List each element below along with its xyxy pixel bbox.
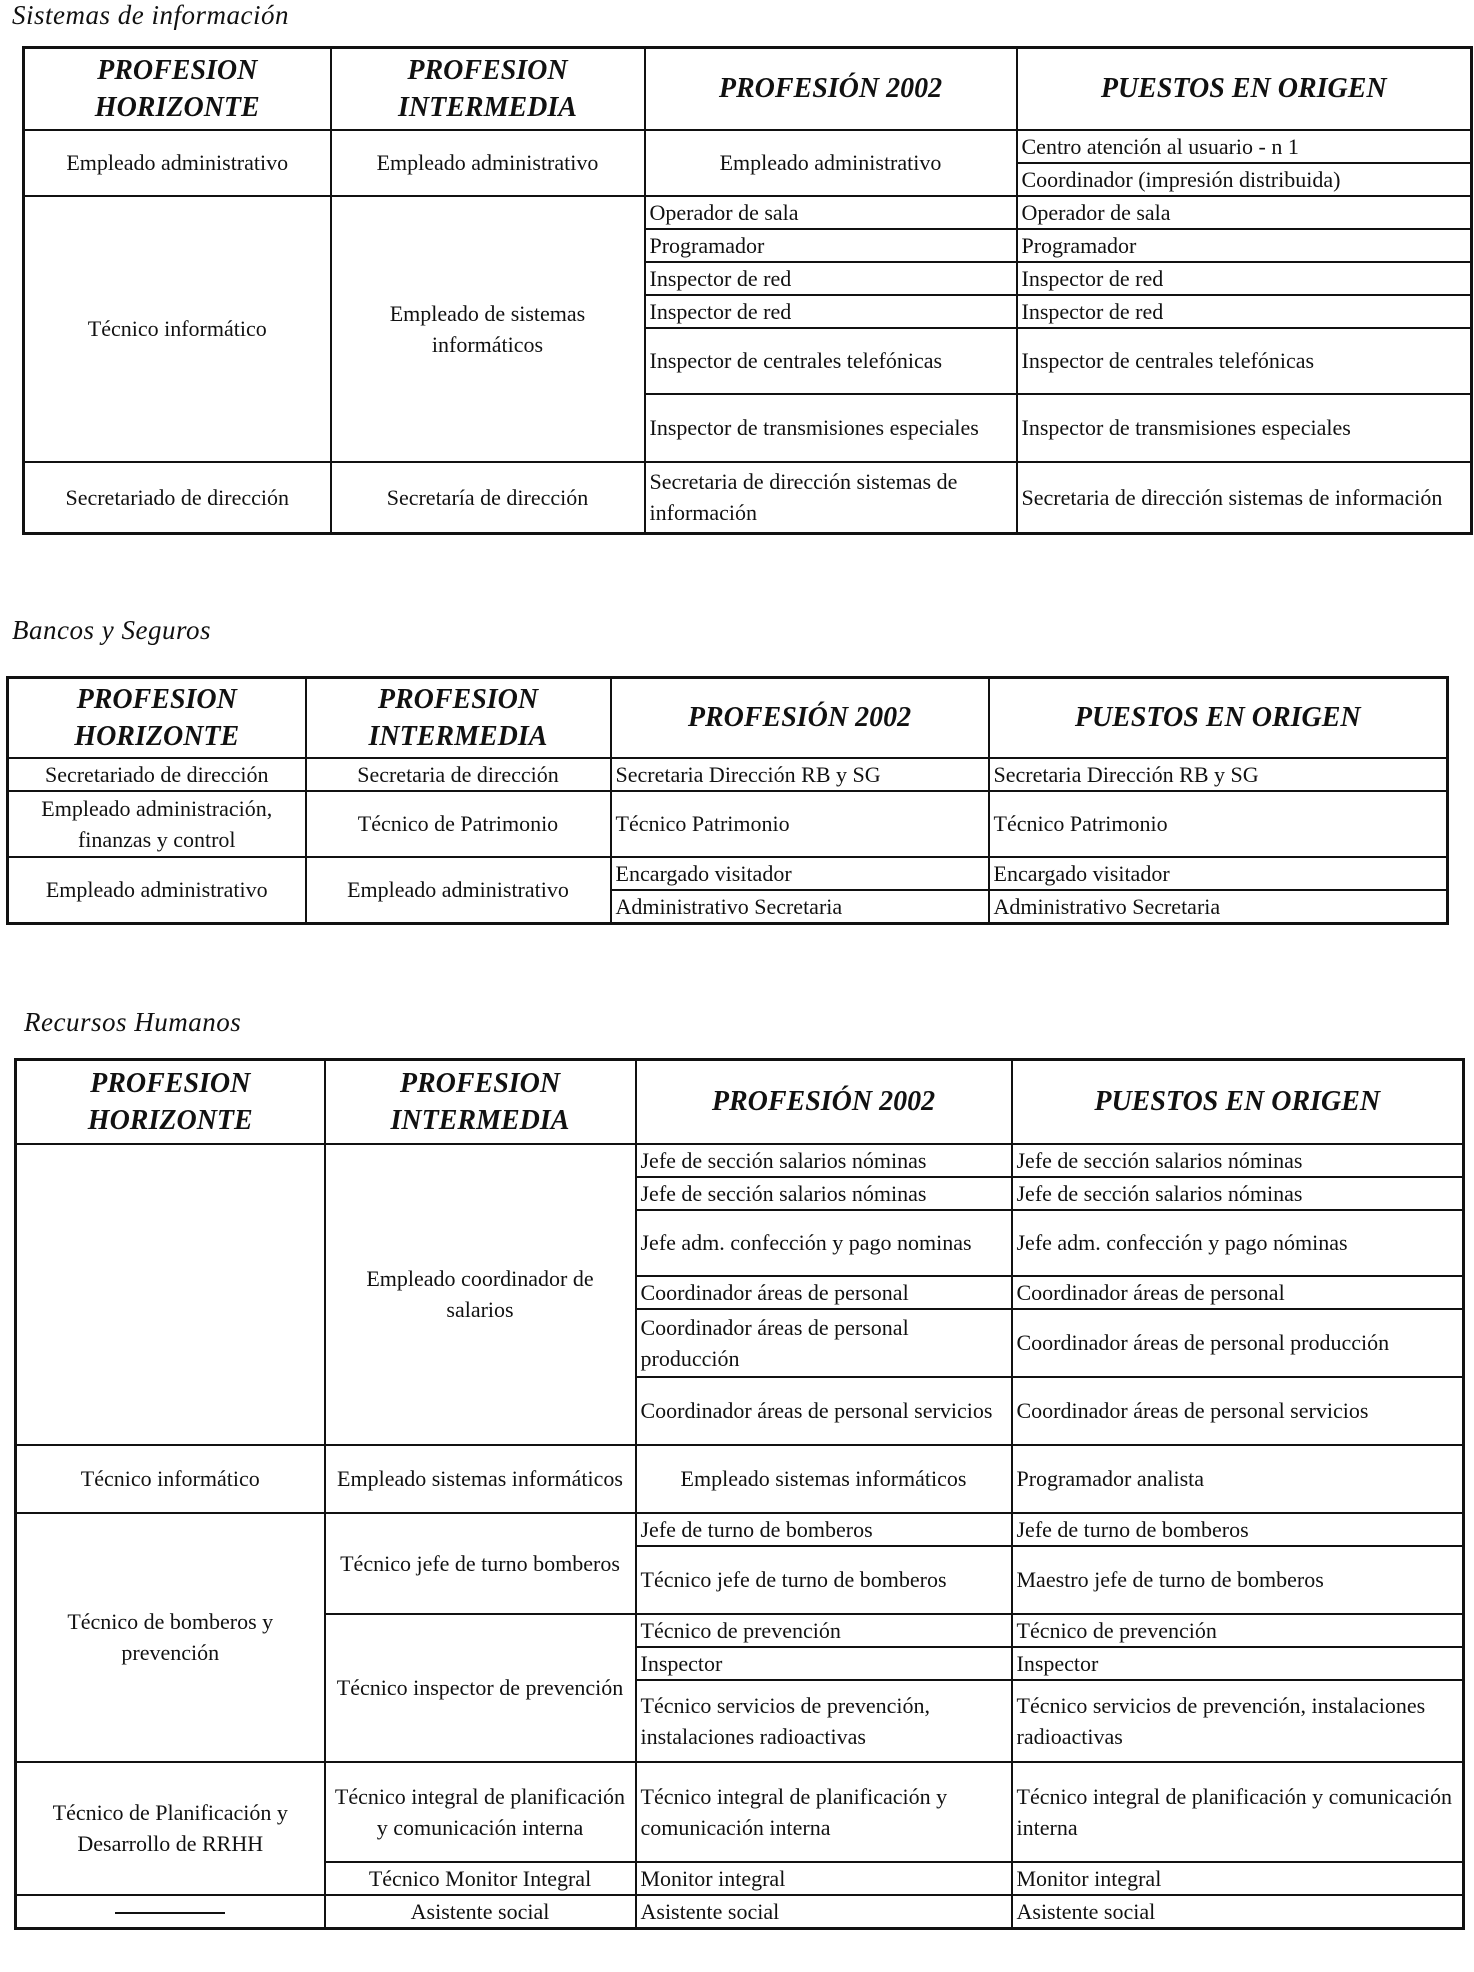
table-rrhh <box>14 1058 1465 1930</box>
cell-profesion-2002: Secretaria de dirección sistemas de información <box>645 462 1017 534</box>
cell-profesion-2002: Técnico de prevención <box>636 1614 1012 1647</box>
cell-horizonte: Técnico de Planificación y Desarrollo de RRHH <box>16 1762 325 1895</box>
cell-horizonte-empty <box>16 1144 325 1445</box>
header-profesion-horizonte: PROFESION HORIZONTE <box>24 48 331 130</box>
cell-intermedia: Técnico jefe de turno bomberos <box>325 1513 636 1614</box>
table-header-row <box>24 48 1472 130</box>
cell-profesion-2002: Administrativo Secretaria <box>611 890 989 924</box>
table-row <box>8 857 1448 890</box>
cell-intermedia: Empleado administrativo <box>306 857 611 924</box>
cell-profesion-2002: Programador <box>645 229 1017 262</box>
table-row <box>8 791 1448 857</box>
cell-origen: Asistente social <box>1012 1895 1464 1929</box>
header-profesion-2002: PROFESIÓN 2002 <box>611 678 989 758</box>
table-bancos <box>6 676 1449 925</box>
cell-intermedia: Asistente social <box>325 1895 636 1929</box>
cell-horizonte: Técnico informático <box>24 196 331 462</box>
cell-origen: Programador <box>1017 229 1472 262</box>
table-row <box>24 196 1472 229</box>
cell-origen: Coordinador áreas de personal servicios <box>1012 1377 1464 1445</box>
cell-profesion-2002: Jefe adm. confección y pago nominas <box>636 1210 1012 1276</box>
cell-profesion-2002: Jefe de turno de bomberos <box>636 1513 1012 1546</box>
table-row <box>16 1762 1464 1862</box>
cell-horizonte: Técnico de bomberos y prevención <box>16 1513 325 1762</box>
header-puestos-origen: PUESTOS EN ORIGEN <box>1017 48 1472 130</box>
cell-origen: Técnico de prevención <box>1012 1614 1464 1647</box>
cell-intermedia: Empleado administrativo <box>331 130 645 196</box>
cell-horizonte: Técnico informático <box>16 1445 325 1513</box>
cell-profesion-2002: Empleado administrativo <box>645 130 1017 196</box>
header-puestos-origen: PUESTOS EN ORIGEN <box>1012 1060 1464 1144</box>
header-profesion-horizonte: PROFESION HORIZONTE <box>8 678 306 758</box>
cell-origen: Jefe adm. confección y pago nóminas <box>1012 1210 1464 1276</box>
cell-profesion-2002: Inspector de red <box>645 295 1017 328</box>
cell-origen: Coordinador áreas de personal producción <box>1012 1309 1464 1377</box>
cell-intermedia: Secretaría de dirección <box>331 462 645 534</box>
cell-horizonte: Empleado administración, finanzas y control <box>8 791 306 857</box>
cell-profesion-2002: Coordinador áreas de personal producción <box>636 1309 1012 1377</box>
table-row <box>24 130 1472 163</box>
cell-origen: Inspector de transmisiones especiales <box>1017 394 1472 462</box>
cell-origen: Jefe de sección salarios nóminas <box>1012 1177 1464 1210</box>
cell-intermedia: Secretaria de dirección <box>306 758 611 791</box>
cell-profesion-2002: Inspector de centrales telefónicas <box>645 328 1017 394</box>
cell-profesion-2002: Inspector de transmisiones especiales <box>645 394 1017 462</box>
cell-intermedia: Técnico de Patrimonio <box>306 791 611 857</box>
cell-profesion-2002: Técnico integral de planificación y comunicación interna <box>636 1762 1012 1862</box>
cell-origen: Técnico servicios de prevención, instalaciones radioactivas <box>1012 1680 1464 1762</box>
cell-profesion-2002: Inspector de red <box>645 262 1017 295</box>
table-row <box>8 758 1448 791</box>
table-row <box>24 462 1472 534</box>
table-header-row <box>16 1060 1464 1144</box>
cell-horizonte-dash <box>16 1895 325 1929</box>
header-profesion-2002: PROFESIÓN 2002 <box>645 48 1017 130</box>
cell-intermedia: Empleado de sistemas informáticos <box>331 196 645 462</box>
cell-profesion-2002: Jefe de sección salarios nóminas <box>636 1144 1012 1177</box>
header-profesion-intermedia: PROFESION INTERMEDIA <box>331 48 645 130</box>
cell-origen: Inspector de red <box>1017 262 1472 295</box>
section-title-bancos: Bancos y Seguros <box>12 615 211 645</box>
cell-profesion-2002: Asistente social <box>636 1895 1012 1929</box>
cell-profesion-2002: Inspector <box>636 1647 1012 1680</box>
cell-profesion-2002: Técnico Patrimonio <box>611 791 989 857</box>
cell-origen: Secretaria Dirección RB y SG <box>989 758 1448 791</box>
cell-origen: Jefe de turno de bomberos <box>1012 1513 1464 1546</box>
cell-origen: Programador analista <box>1012 1445 1464 1513</box>
header-profesion-intermedia: PROFESION INTERMEDIA <box>306 678 611 758</box>
table-row <box>16 1895 1464 1929</box>
header-puestos-origen: PUESTOS EN ORIGEN <box>989 678 1448 758</box>
section-title-rrhh: Recursos Humanos <box>24 1007 242 1037</box>
table-row <box>16 1144 1464 1177</box>
cell-origen: Inspector de centrales telefónicas <box>1017 328 1472 394</box>
cell-profesion-2002: Coordinador áreas de personal <box>636 1276 1012 1309</box>
cell-horizonte: Secretariado de dirección <box>8 758 306 791</box>
cell-origen: Encargado visitador <box>989 857 1448 890</box>
cell-profesion-2002: Empleado sistemas informáticos <box>636 1445 1012 1513</box>
cell-origen: Jefe de sección salarios nóminas <box>1012 1144 1464 1177</box>
cell-profesion-2002: Monitor integral <box>636 1862 1012 1895</box>
header-profesion-intermedia: PROFESION INTERMEDIA <box>325 1060 636 1144</box>
cell-origen: Técnico Patrimonio <box>989 791 1448 857</box>
cell-origen: Operador de sala <box>1017 196 1472 229</box>
cell-profesion-2002: Jefe de sección salarios nóminas <box>636 1177 1012 1210</box>
cell-intermedia: Técnico inspector de prevención <box>325 1614 636 1762</box>
cell-origen: Centro atención al usuario - n 1 <box>1017 130 1472 163</box>
cell-profesion-2002: Secretaria Dirección RB y SG <box>611 758 989 791</box>
dash-line <box>115 1912 225 1914</box>
cell-origen: Secretaria de dirección sistemas de información <box>1017 462 1472 534</box>
cell-horizonte: Empleado administrativo <box>8 857 306 924</box>
section-title-sistemas: Sistemas de información <box>12 0 289 30</box>
cell-origen: Inspector <box>1012 1647 1464 1680</box>
cell-profesion-2002: Coordinador áreas de personal servicios <box>636 1377 1012 1445</box>
cell-origen: Inspector de red <box>1017 295 1472 328</box>
header-profesion-2002: PROFESIÓN 2002 <box>636 1060 1012 1144</box>
cell-origen: Coordinador (impresión distribuida) <box>1017 163 1472 196</box>
cell-intermedia: Técnico integral de planificación y comunicación interna <box>325 1762 636 1862</box>
cell-profesion-2002: Encargado visitador <box>611 857 989 890</box>
table-header-row <box>8 678 1448 758</box>
cell-origen: Técnico integral de planificación y comunicación interna <box>1012 1762 1464 1862</box>
cell-profesion-2002: Técnico servicios de prevención, instalaciones radioactivas <box>636 1680 1012 1762</box>
cell-origen: Maestro jefe de turno de bomberos <box>1012 1546 1464 1614</box>
cell-intermedia: Empleado sistemas informáticos <box>325 1445 636 1513</box>
cell-intermedia: Empleado coordinador de salarios <box>325 1144 636 1445</box>
header-profesion-horizonte: PROFESION HORIZONTE <box>16 1060 325 1144</box>
table-row <box>16 1445 1464 1513</box>
cell-profesion-2002: Operador de sala <box>645 196 1017 229</box>
cell-origen: Monitor integral <box>1012 1862 1464 1895</box>
cell-intermedia: Técnico Monitor Integral <box>325 1862 636 1895</box>
table-sistemas <box>22 46 1473 535</box>
cell-origen: Administrativo Secretaria <box>989 890 1448 924</box>
cell-horizonte: Secretariado de dirección <box>24 462 331 534</box>
table-row <box>16 1513 1464 1546</box>
cell-horizonte: Empleado administrativo <box>24 130 331 196</box>
cell-origen: Coordinador áreas de personal <box>1012 1276 1464 1309</box>
cell-profesion-2002: Técnico jefe de turno de bomberos <box>636 1546 1012 1614</box>
